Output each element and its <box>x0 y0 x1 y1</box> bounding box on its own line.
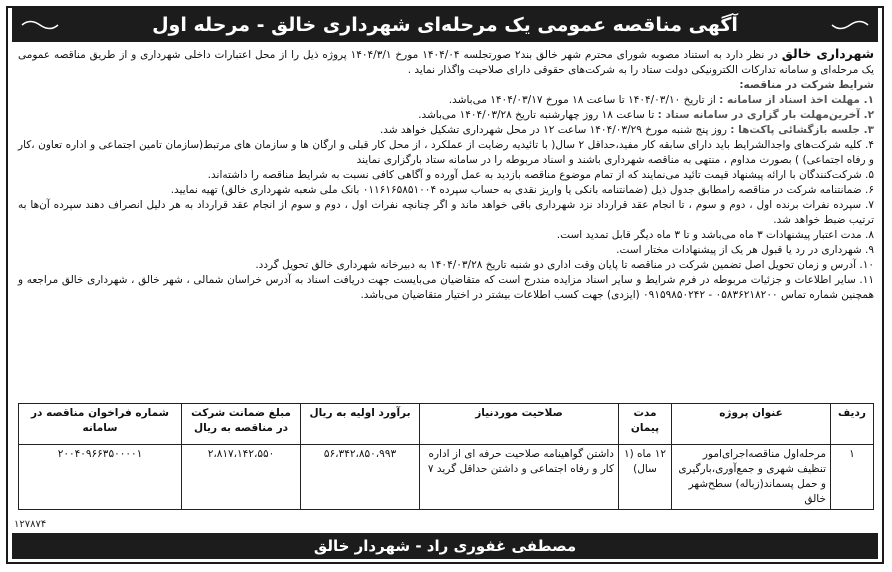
condition-item: ۳. جلسه بازگشائی پاکت‌ها : روز پنج شنبه مورخ ۱۴۰۴/۰۳/۲۹ ساعت ۱۲ در محل شهرداری تشکیل خواهد شد. <box>379 124 874 136</box>
table-cell: ۲،۸۱۷،۱۴۲،۵۵۰ <box>182 445 301 510</box>
table-cell: داشتن گواهینامه صلاحیت حرفه ای از اداره کار و رفاه اجتماعی و داشتن حداقل گرید ۷ <box>420 445 619 510</box>
condition-item: ۵. شرکت‌کنندگان با ارائه پیشنهاد قیمت تائید می‌نمایند که از تمام موضوع مناقصه بازدید به عمل آورده و آگاهی کافی نسبت به شرایط مناقصه را داشته‌اند. <box>207 169 874 181</box>
condition-item: ۱۰. آدرس و زمان تحویل اصل تضمین شرکت در مناقصه تا پایان وقت اداری دو شنبه تاریخ ۱۴۰۴/۰۳/۲۸ به دبیرخانه شهرداری خالق تحویل گردد. <box>255 259 874 271</box>
notice-code: ۱۲۷۸۷۴ <box>14 519 47 530</box>
condition-item: ۶. ضمانتنامه شرکت در مناقصه رامطابق جدول ذیل (ضمانتنامه بانکی یا واریز نقدی به حساب سپرده ۰۱۱۶۱۶۵۸۵۱۰۰۴ بانک ملی شعبه شهرداری خالق) تهیه نمایید. <box>170 184 874 196</box>
table-row <box>19 445 874 510</box>
notice-title-bar <box>12 8 878 42</box>
notice-body <box>18 46 874 303</box>
notice-title: آگهی مناقصه عمومی یک مرحله‌ای شهرداری خالق - مرحله اول <box>152 14 738 36</box>
condition-item: ۴. کلیه شرکت‌های واجدالشرایط باید دارای سابقه کار مفید،حداقل ۲ سال( با تائیدیه رضایت از عملکرد ، از محل کار قبلی و ارگان ها و سازمان های مرتبط(سازمان تامین اجتماعی و اداره تعاون ،کار و رفاه اجتماعی) ) بصورت مداوم ، منتهی به مناقصه شهرداری باشند و اسناد مربوطه را در سامانه ستاد بارگزاری نمایند <box>18 139 874 166</box>
column-header: عنوان پروژه <box>672 404 831 445</box>
condition-item: ۱. مهلت اخذ اسناد از سامانه : از تاریخ ۱۴۰۴/۰۳/۱۰ تا ساعت ۱۸ مورخ ۱۴۰۴/۰۳/۱۷ می‌باشد. <box>448 94 874 106</box>
table-cell: ۱ <box>831 445 874 510</box>
tender-table <box>18 403 874 510</box>
table-cell: ۵۶،۳۴۲،۸۵۰،۹۹۳ <box>301 445 420 510</box>
column-header: مدت پیمان <box>619 404 672 445</box>
signature-bar <box>12 533 878 559</box>
conditions-title: شرایط شرکت در مناقصه: <box>739 79 874 91</box>
intro-text: در نظر دارد به استناد مصوبه شورای محترم شهر خالق بند۲ صورتجلسه ۱۴۰۴/۰۴ مورخ ۱۴۰۴/۳/۱ پروژه ذیل را از محل اعتبارات داخلی شهرداری و از طریق مناقصه عمومی یک مرحله‌ای و سامانه تدارکات الکترونیکی دولت ستاد را به شرکت‌های حقوقی دارای صلاحیت واگذار نماید . <box>18 49 874 76</box>
table-cell: ۱۲ ماه (۱ سال) <box>619 445 672 510</box>
signature-text: مصطفی غفوری راد - شهردار خالق <box>313 537 577 555</box>
ornament-icon <box>20 18 60 32</box>
condition-item: ۸. مدت اعتبار پیشنهادات ۳ ماه می‌باشد و تا ۳ ماه دیگر قابل تمدید است. <box>556 229 874 241</box>
table-cell: مرحله‌اول مناقصه‌اجرای‌امور تنظیف شهری و جمع‌آوری،بارگیری و حمل پسماند(زباله) سطح‌شهر خالق <box>672 445 831 510</box>
column-header: شماره فراخوان مناقصه در سامانه <box>19 404 182 445</box>
table-cell: ۲۰۰۴۰۹۶۶۳۵۰۰۰۰۱ <box>19 445 182 510</box>
intro-paragraph <box>18 46 874 78</box>
condition-item: ۱۱. سایر اطلاعات و جزئیات مربوطه در فرم شرایط و سایر اسناد مزایده مندرج است که متقاضیان می‌بایست جهت دریافت اسناد به آدرس خراسان شمالی ، شهر خالق ، شهرداری خالق مراجعه و همچنین شماره تماس ۰۵۸۳۶۲۱۸۲۰۰ - ۰۹۱۵۹۸۵۰۲۴۲ (ایزدی) جهت کسب اطلاعات بیشتر در اختیار متقاضیان می‌باشد. <box>18 274 874 301</box>
column-header: ردیف <box>831 404 874 445</box>
condition-item: ۷. سپرده نفرات برنده اول ، دوم و سوم ، تا انجام عقد قرارداد نزد شهرداری باقی خواهد ماند و اگر چنانچه نفرات اول ، دوم و سوم از انجام عقد قرارداد به هر دلیل انصراف دهند سپرده آن‌ها به ترتیب ضبط خواهد شد. <box>18 199 874 226</box>
column-header: برآورد اولیه به ریال <box>301 404 420 445</box>
condition-item: ۲. آخرین‌مهلت بار گزاری در سامانه ستاد : تا ساعت ۱۸ روز چهارشنبه تاریخ ۱۴۰۴/۰۳/۲۸ می‌باشد. <box>418 109 874 121</box>
column-header: مبلغ ضمانت شرکت در مناقصه به ریال <box>182 404 301 445</box>
column-header: صلاحیت موردنیاز <box>420 404 619 445</box>
table-header-row <box>19 404 874 445</box>
condition-item: ۹. شهرداری در رد یا قبول هر یک از پیشنهادات مختار است. <box>616 244 874 256</box>
organization-name: شهرداری خالق <box>781 46 875 61</box>
ornament-icon <box>830 18 870 32</box>
